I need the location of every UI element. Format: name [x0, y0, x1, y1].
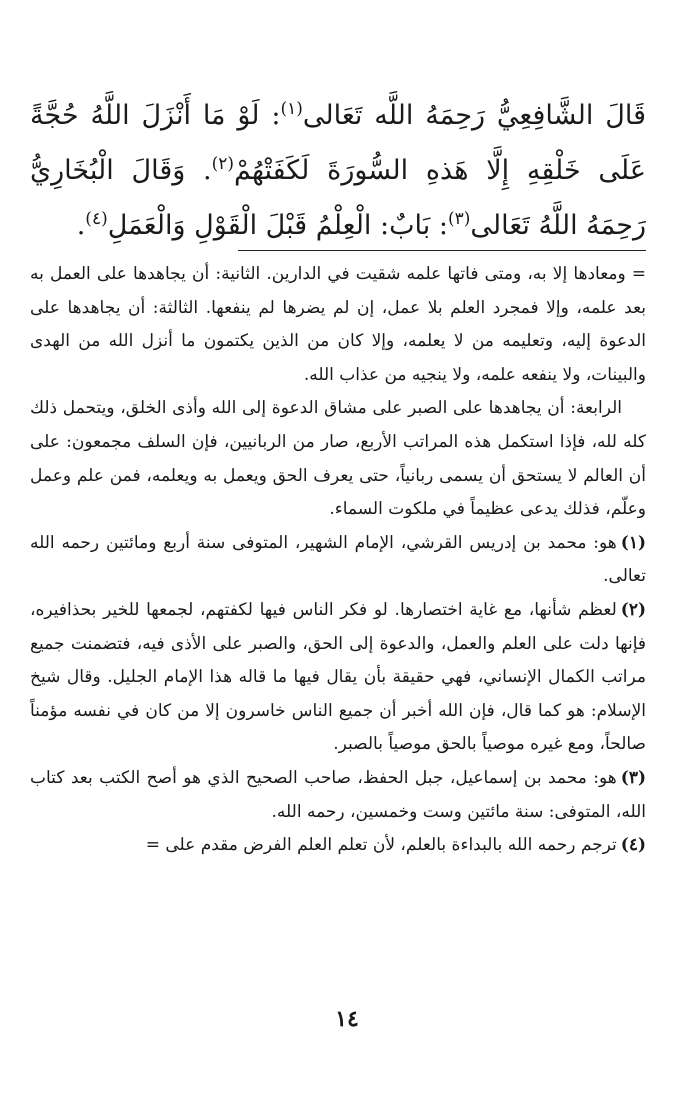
- main-text-part-3: . وَقَالَ الْبُخَارِيُّ رَحِمَهُ اللَّهُ تَعَالى: [30, 155, 646, 241]
- footnote-item-1: [30, 527, 646, 594]
- footnotes-section: [30, 258, 646, 863]
- main-text-part-1: قَالَ الشَّافِعِيُّ رَحِمَهُ اللَّه تَعَالى: [302, 100, 647, 131]
- continuation-text: ومعادها إلا به، ومتى فاتها علمه شقيت في الدارين. الثانية: أن يجاهدها على العمل به بعد علمه، وإلا فمجرد العلم بلا عمل، إن لم يضرها لم ينفعها. الثالثة: أن يجاهدها على الدعوة إليه، وتعليمه من لا يعلمه، وإلا كان من الذين يكتمون ما أنزل الله من الهدى والبينات، ولا ينفعه علمه، ولا ينجيه من عذاب الله.: [30, 264, 646, 385]
- page-number: ١٤: [335, 1006, 359, 1032]
- footnote-item-4: [30, 829, 646, 863]
- footnote-fourth-paragraph: الرابعة: أن يجاهدها على الصبر على مشاق الدعوة إلى الله وأذى الخلق، ويتحمل ذلك كله لله، فإذا استكمل هذه المراتب الأربع، صار من الربانيين، فإن السلف مجمعون: على أن العالم لا يستحق أن يسمى ربانياً، حتى يعرف الحق ويعمل به ويعلمه، فمن علم وعمل وعلّم، فذلك يدعى عظيماً في ملكوت السماء.: [30, 398, 646, 520]
- footnote-number-3: (٣): [620, 767, 646, 788]
- footnote-number-1: (١): [620, 532, 646, 553]
- footnote-text-4: ترجم رحمه الله بالبداءة بالعلم، لأن تعلم العلم الفرض مقدم على =: [145, 835, 617, 856]
- footnote-ref-2[interactable]: (٢): [211, 154, 235, 174]
- footnote-text-3: هو: محمد بن إسماعيل، جبل الحفظ، صاحب الصحيح الذي هو أصح الكتب بعد كتاب الله، المتوفى: سنة مائتين وست وخمسين، رحمه الله.: [30, 767, 646, 822]
- main-paragraph: [30, 88, 646, 253]
- main-text-end: .: [76, 210, 86, 241]
- footnote-separator: [238, 250, 646, 251]
- footnote-item-3: [30, 762, 646, 829]
- main-text-part-2: : لَوْ مَا أَنْزَلَ اللَّهُ حُجَّةً عَلَى خَلْقِهِ إِلَّا هَذهِ السُّورَةَ لَكَفَتْهُمْ: [30, 100, 646, 186]
- footnote-item-2: [30, 594, 646, 762]
- footnote-number-4: (٤): [620, 835, 646, 856]
- footnote-text-1: هو: محمد بن إدريس القرشي، الإمام الشهير، المتوفى سنة أربع ومائتين رحمه الله تعالى.: [30, 532, 646, 587]
- footnote-ref-4[interactable]: (٤): [85, 209, 108, 229]
- footnote-ref-3[interactable]: (٣): [447, 209, 471, 229]
- footnote-continuation: [30, 258, 646, 392]
- footnote-ref-1[interactable]: (١): [280, 99, 303, 119]
- continuation-mark: =: [631, 264, 646, 284]
- main-text-part-4: : بَابٌ: الْعِلْمُ قَبْلَ الْقَوْلِ وَالْعَمَلِ: [107, 210, 448, 241]
- footnote-number-2: (٢): [620, 599, 646, 620]
- footnote-text-2: لعظم شأنها، مع غاية اختصارها. لو فكر الناس فيها لكفتهم، لجمعها للخير بحذافيره، فإنها دلت على العلم والعمل، والدعوة إلى الحق، والصبر على الأذى فيه، فتضمنت جميع مراتب الكمال الإنساني، فهي حقيقة بأن يقال فيها ما قاله هذا الإمام الجليل. وقال شيخ الإسلام: هو كما قال، فإن الله أخبر أن جميع الناس خاسرون إلا من كان في نفسه مؤمناً صالحاً، ومع غيره موصياً بالحق موصياً بالصبر.: [30, 599, 646, 755]
